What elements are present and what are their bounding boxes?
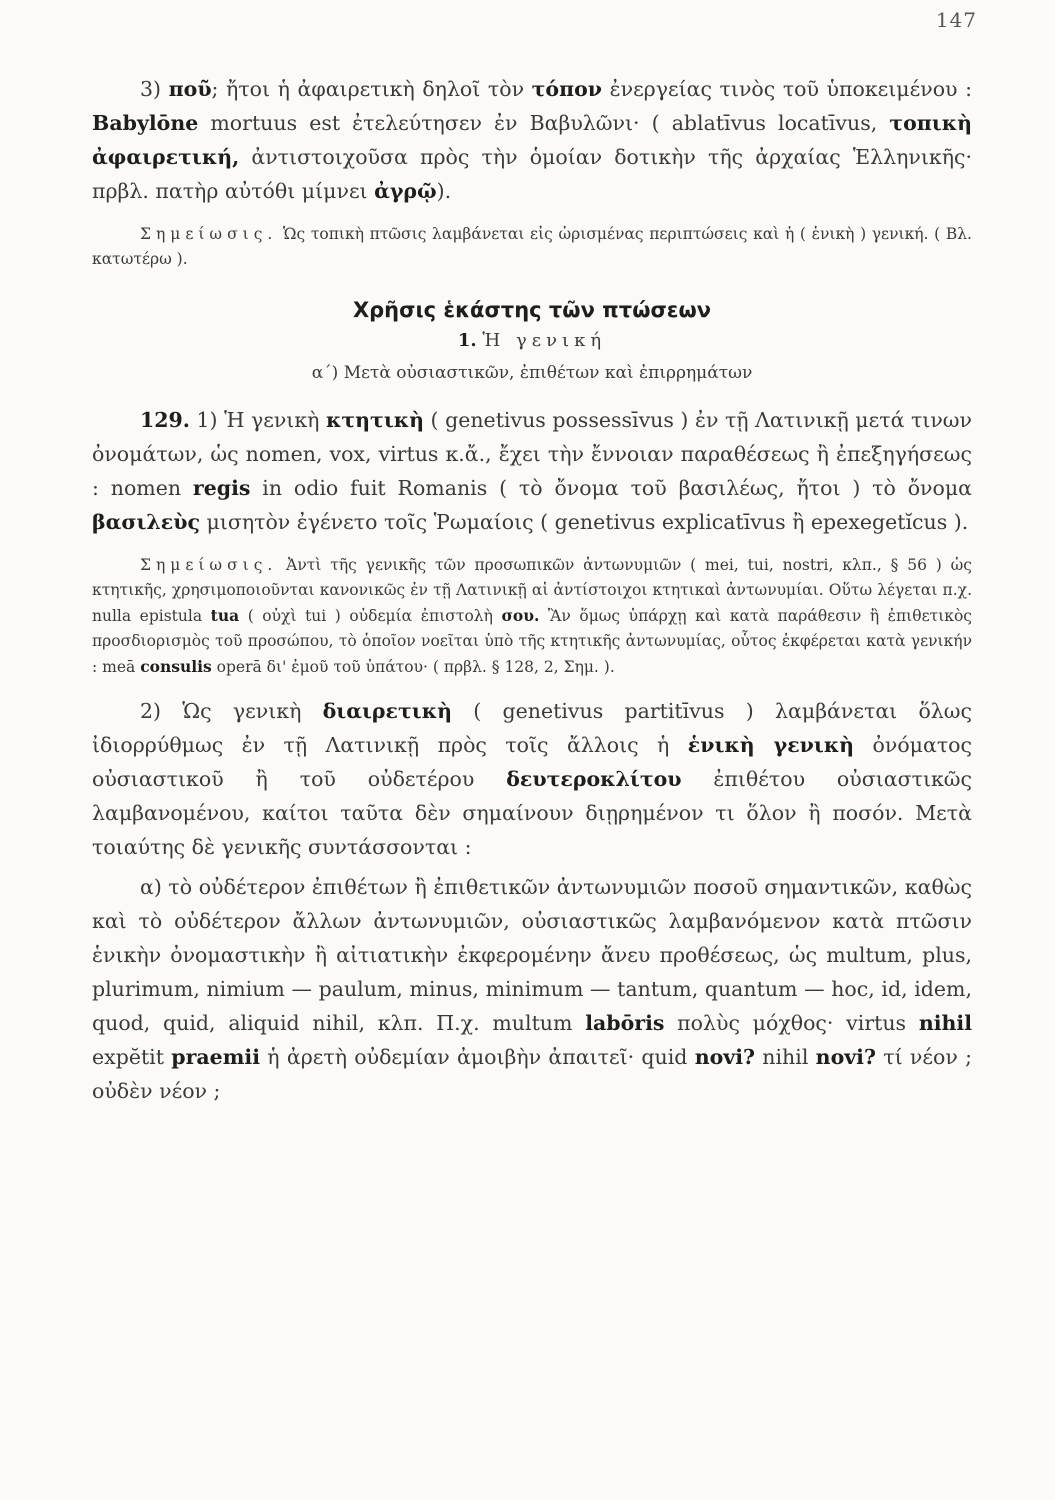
subsubsection-heading: α΄) Μετὰ οὐσιαστικῶν, ἐπιθέτων καὶ ἐπιρρημάτων	[311, 363, 753, 383]
paragraph-3-pou: 3) ποῦ; ἤτοι ἡ ἀφαιρετικὴ δηλοῖ τὸν τόπον ἐνεργείας τινὸς τοῦ ὑποκειμένου : Babylōne mortuus est ἐτελεύτησεν ἐν Βαβυλῶνι· ( ablatīvus locatīvus, τοπικὴ ἀφαιρετική, ἀντιστοιχοῦσα πρὸς τὴν ὁμοίαν δοτικὴν τῆς ἀρχαίας Ἑλληνικῆς· πρβλ. πατὴρ αὐτόθι μίμνει ἀγρῷ).	[92, 77, 972, 203]
subsection-heading: 1. Ἡ γενική	[457, 330, 607, 351]
page-number: 147	[935, 8, 977, 32]
page-content	[92, 72, 972, 1108]
paragraph-129: 129. 1) Ἡ γενικὴ κτητικὴ ( genetivus possessīvus ) ἐν τῇ Λατινικῇ μετά τινων ὀνομάτων, ὡς nomen, vox, virtus κ.ἄ., ἔχει τὴν ἔννοιαν παραθέσεως ἢ ἐπεξηγήσεως : nomen regis in odio fuit Romanis ( τὸ ὄνομα τοῦ βασιλέως, ἤτοι ) τὸ ὄνομα βασιλεὺς μισητὸν ἐγένετο τοῖς Ῥωμαίοις ( genetivus explicatīvus ἢ epexegetĭcus ).	[92, 408, 973, 534]
paragraph-2-partitive: 2) Ὡς γενικὴ διαιρετικὴ ( genetivus partitīvus ) λαμβάνεται ὅλως ἰδιορρύθμως ἐν τῇ Λατινικῇ πρὸς τοῖς ἄλλοις ἡ ἑνικὴ γενικὴ ὀνόματος οὐσιαστικοῦ ἢ τοῦ οὐδετέρου δευτεροκλίτου ἐπιθέτου οὐσιαστικῶς λαμβανομένου, καίτοι ταῦτα δὲν σημαίνουν διῃρημένον τι ὅλον ἢ ποσόν. Μετὰ τοιαύτης δὲ γενικῆς συντάσσονται :	[92, 699, 973, 859]
section-heading: Χρῆσις ἑκάστης τῶν πτώσεων	[352, 298, 712, 322]
paragraph-alpha: α) τὸ οὐδέτερον ἐπιθέτων ἢ ἐπιθετικῶν ἀντωνυμιῶν ποσοῦ σημαντικῶν, καθὼς καὶ τὸ οὐδέτερον ἄλλων ἀντωνυμιῶν, οὐσιαστικῶς λαμβανόμενον κατὰ πτῶσιν ἑνικὴν ὀνομαστικὴν ἢ αἰτιατικὴν ἐκφερομένην ἄνευ προθέσεως, ὡς multum, plus, plurimum, nimium — paulum, minus, minimum — tantum, quantum — hoc, id, idem, quod, quid, aliquid nihil, κλπ. Π.χ. multum labōris πολὺς μόχθος· virtus nihil expĕtit praemii ἡ ἀρετὴ οὐδεμίαν ἀμοιβὴν ἀπαιτεῖ· quid novi? nihil novi? τί νέον ; οὐδὲν νέον ;	[92, 875, 972, 1103]
note-possessive: Σημείωσις. Ἀντὶ τῆς γενικῆς τῶν προσωπικῶν ἀντωνυμιῶν ( mei, tui, nostri, κλπ., § 56 ) ὡς κτητικῆς, χρησιμοποιοῦνται κανονικῶς ἐν τῇ Λατινικῇ αἱ ἀντίστοιχοι κτητικαὶ ἀντωνυμίαι. Οὕτω λέγεται π.χ. nulla epistula tua ( οὐχὶ tui ) οὐδεμία ἐπιστολὴ σου. Ἂν ὅμως ὑπάρχῃ καὶ κατὰ παράθεσιν ἢ ἐπιθετικὸς προσδιορισμὸς τοῦ προσώπου, τὸ ὁποῖον νοεῖται ὑπὸ τῆς κτητικῆς ἀντωνυμίας, οὗτος ἐκφέρεται κατὰ γενικήν : meā consulis operā δι' ἐμοῦ τοῦ ὑπάτου· ( πρβλ. § 128, 2, Σημ. ).	[92, 556, 972, 676]
note-locative: Σημείωσις. Ὡς τοπικὴ πτῶσις λαμβάνεται εἰς ὡρισμένας περιπτώσεις καὶ ἡ ( ἑνικὴ ) γενική. ( Βλ. κατωτέρω ).	[92, 225, 972, 268]
